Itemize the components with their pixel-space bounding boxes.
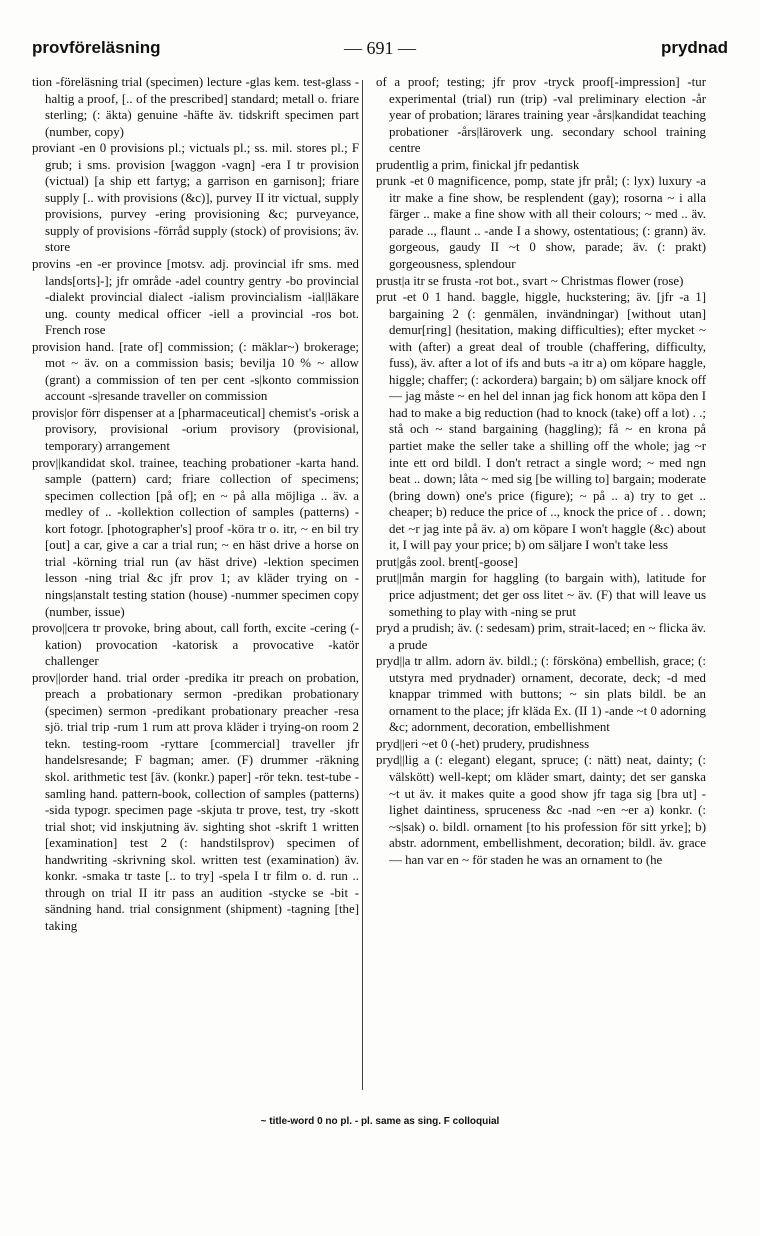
dictionary-entry: prut|gås zool. brent[-goose] xyxy=(376,554,518,569)
dictionary-entry: pryd||a tr allm. adorn äv. bildl.; (: försköna) embellish, grace; (: utstyra med prydnader) ornament, decorate, deck; -d med knappar trimmed with buttons; ~ sin plats bildl. be an ornament to the place; jfr kläda Ex. (II 1) -ande ~t 0 adorning &c; adornment, decoration, embellishment xyxy=(376,654,706,735)
page-number: — 691 — xyxy=(344,38,416,58)
header-right-guideword: prydnad xyxy=(660,38,728,57)
page-header xyxy=(32,38,728,66)
dictionary-entry: provins -en -er province [motsv. adj. provincial ifr sms. med lands[orts]-]; jfr område -adel country gentry -bo provincial -dialekt provincial dialect -ialism provincialism -ial|läkare ung. county medical officer -iell a provincial -ros bot. French rose xyxy=(32,257,359,338)
dictionary-entry: proviant -en 0 provisions pl.; victuals pl.; ss. mil. stores pl.; F grub; i sms. provision [waggon -vagn] -era I tr provision (victual) [a ship ett fartyg; a garrison en garnison]; friare supply [.. with provisions (&c)], purvey II itr victual, supply provisions, purvey -ering provisioning &c; purveyance, supply of provisions -förråd supply (stock) of provisions; äv. store xyxy=(32,141,359,255)
dictionary-entry: pryd||lig a (: elegant) elegant, spruce; (: nätt) neat, dainty; (: välskött) well-kept; om kläder smart, dainty; det ser ganska ~t ut äv. it makes quite a good show jfr taga sig [bra ut] -lighet daintiness, spruceness &c -nad ~en ~er a) konkr. (: ~s|sak) o. bildl. ornament [to his profession för sitt yrke]; b) abstr. adornment, embellishment, decoration; bildl. äv. grace — han var en ~ för staden he was an ornament to (he xyxy=(376,753,706,867)
dictionary-entry: tion -föreläsning trial (specimen) lecture -glas kem. test-glass -haltig a proof, [.. of the prescribed] standard; metall o. friare sterling; (: äkta) genuine -häfte äv. tidskrift specimen part (number, copy) xyxy=(32,75,359,139)
dictionary-entry: pryd a prudish; äv. (: sedesam) prim, strait-laced; en ~ flicka äv. a prude xyxy=(376,621,706,652)
header-left-guideword: provföreläsning xyxy=(32,38,161,57)
dictionary-entry: prov||order hand. trial order -predika itr preach on probation, preach a probationary sermon -predikan probationary (specimen) sermon -predikant probationary preacher -resa sjö. trial trip -rum 1 rum att prova kläder i trying-on room 2 tekn. testing-room -ryttare [commercial] traveller jfr handelsresande; F bagman; amer. (F) drummer -räkning skol. arithmetic test [äv. (konkr.) paper] -rör tekn. test-tube -samling hand. pattern-book, collection of samples (patterns) -sida typogr. specimen page -skjuta tr prove, test, try -skott trial shot; vid inskjutning äv. sighting shot -skrift 1 written [examination] test 2 (: handstilsprov) specimen of handwriting -skrivning skol. written test (examination) äv. konkr. -smaka tr taste [.. to try] -spela I tr film o. d. run .. through on trial II itr pass an audition -stycke se -bit -sändning hand. trial consignment (shipment) -tagning [the] taking xyxy=(32,670,359,933)
dictionary-entry: prov||kandidat skol. trainee, teaching probationer -karta hand. sample (pattern) card; friare collection of specimens; specimen collection [på of]; en ~ på alla möjliga .. äv. a medley of .. -kollektion collection of samples (patterns) -kort fotogr. [photographer's] proof -köra tr o. itr, ~ en bil try [out] a car, give a car a trial run; ~ en häst drive a horse on trial -körning trial run (av häst drive) -lektion specimen lesson -ning trial &c jfr prov 1; av kläder trying on -nings|anstalt testing station (house) -nummer specimen copy (number, issue) xyxy=(32,455,359,619)
dictionary-entry: provis|or förr dispenser at a [pharmaceutical] chemist's -orisk a provisory, provisional -orium provisory (provisional, temporary) arrangement xyxy=(32,405,359,454)
right-column xyxy=(376,74,706,1084)
dictionary-entry: provo||cera tr provoke, bring about, call forth, excite -cering (-kation) provocation -katorisk a provocative -katör challenger xyxy=(32,621,359,669)
dictionary-entry: prunk -et 0 magnificence, pomp, state jfr prål; (: lyx) luxury -a itr make a fine show, be resplendent (gay); rosorna ~ i alla färger .. make a fine show with all their colours; ~ med .. äv. parade .., flaunt .. -ande I a showy, ostentatious; (: grann) äv. gorgeous, gaudy II ~t 0 show, parade; äv. (: prakt) gorgeousness, splendour xyxy=(376,174,706,272)
dictionary-entry: provision hand. [rate of] commission; (: mäklar~) brokerage; mot ~ äv. on a commission basis; bevilja 10 % ~ allow (grant) a commission of ten per cent -s|konto commission account -s|resande traveller on commission xyxy=(32,339,359,404)
dictionary-entry: pryd||eri ~et 0 (-het) prudery, prudishness xyxy=(376,736,590,751)
dictionary-entry: of a proof; testing; jfr prov -tryck proof[-impression] -tur experimental (trial) run (trip) -val preliminary election -år year of probation; lärares training year -års|kandidat teaching probationer -års|läroverk ung. secondary school training centre xyxy=(376,75,706,156)
column-divider xyxy=(362,80,363,1090)
dictionary-entry: prut -et 0 1 hand. baggle, higgle, huckstering; äv. [jfr -a 1] bargaining 2 (: genmälen, invändningar) [without utan] demur[ring] (hesitation, making difficulties); efter mycket ~ with (after) a great deal of trouble (chaffering, difficulty, fuss), äv. after a lot of ifs and buts -a itr a) om köpare haggle, higgle; chaffer; (: ackordera) bargain; b) om säljare knock off — jag måste ~ en hel del innan jag fick honom att köpa den I had to make a big reduction (had to knock (take) off a lot) . .; stå och ~ stand bargaining (haggling); få ~ en krona på partiet make the seller take a shilling off the whole; jag ~r inte ett ord bildl. I don't retract a single word; ~ med ngn beat .. down; låta ~ med sig [be willing to] bargain; moderate (bring down) one's price (figure); ~ på .. a) try to get .. cheaper; b) reduce the price of .., knock the price of . . down; det ~r jag inte på äv. a) om köpare I won't haggle (&c) about it, I will pay your price; b) om säljare I won't take less xyxy=(376,290,706,553)
dictionary-entry: prut||mån margin for haggling (to bargain with), latitude for price adjustment; det ger oss litet ~ äv. (F) that will leave us something to play with -ning se prut xyxy=(376,571,706,619)
dictionary-entry: prudentlig a prim, finickal jfr pedantisk xyxy=(376,157,580,172)
left-column xyxy=(32,74,359,1084)
page-footer-legend: ~ title-word 0 no pl. - pl. same as sing. F colloquial xyxy=(260,1116,500,1127)
dictionary-entry: prust|a itr se frusta -rot bot., svart ~ Christmas flower (rose) xyxy=(376,273,684,288)
